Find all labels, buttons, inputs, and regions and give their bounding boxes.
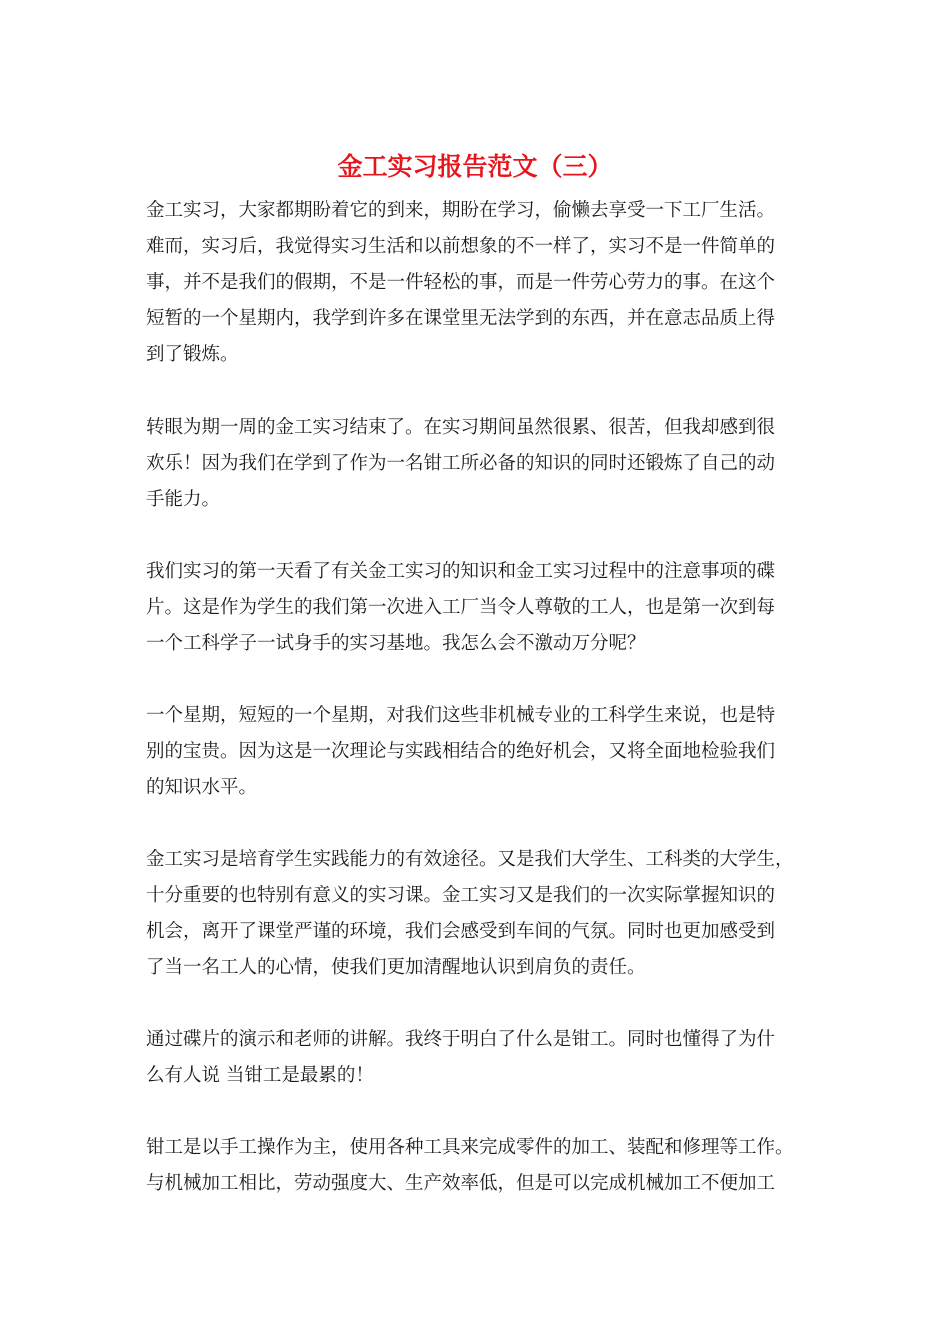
text-line: 欢乐！因为我们在学到了作为一名钳工所必备的知识的同时还锻炼了自己的动 xyxy=(146,453,776,474)
text-line: 十分重要的也特别有意义的实习课。金工实习又是我们的一次实际掌握知识的 xyxy=(146,885,776,906)
text-line: 与机械加工相比，劳动强度大、生产效率低，但是可以完成机械加工不便加工 xyxy=(146,1173,776,1194)
text-line: 转眼为期一周的金工实习结束了。在实习期间虽然很累、很苦，但我却感到很 xyxy=(146,417,776,438)
text-line: 片。这是作为学生的我们第一次进入工厂当令人尊敬的工人，也是第一次到每 xyxy=(146,597,776,618)
text-line: 到了锻炼。 xyxy=(146,344,239,365)
text-line: 我们实习的第一天看了有关金工实习的知识和金工实习过程中的注意事项的碟 xyxy=(146,561,776,582)
text-line: 机会，离开了课堂严谨的环境，我们会感受到车间的气氛。同时也更加感受到 xyxy=(146,921,776,942)
text-line: 么有人说 当钳工是最累的！ xyxy=(146,1065,374,1086)
text-line: 通过碟片的演示和老师的讲解。我终于明白了什么是钳工。同时也懂得了为什 xyxy=(146,1029,776,1050)
text-line: 金工实习，大家都期盼着它的到来，期盼在学习，偷懒去享受一下工厂生活。 xyxy=(146,200,776,221)
text-line: 别的宝贵。因为这是一次理论与实践相结合的绝好机会，又将全面地检验我们 xyxy=(146,741,776,762)
text-line: 一个工科学子一试身手的实习基地。我怎么会不激动万分呢？ xyxy=(146,633,646,654)
text-line: 手能力。 xyxy=(146,489,221,510)
text-line: 短暂的一个星期内，我学到许多在课堂里无法学到的东西，并在意志品质上得 xyxy=(146,308,776,329)
text-line: 金工实习是培育学生实践能力的有效途径。又是我们大学生、工科类的大学生， xyxy=(146,849,794,870)
text-line: 事，并不是我们的假期，不是一件轻松的事，而是一件劳心劳力的事。在这个 xyxy=(146,272,776,293)
text-line: 钳工是以手工操作为主，使用各种工具来完成零件的加工、装配和修理等工作。 xyxy=(146,1137,794,1158)
text-line: 的知识水平。 xyxy=(146,777,258,798)
text-line: 难而，实习后，我觉得实习生活和以前想象的不一样了，实习不是一件简单的 xyxy=(146,236,776,257)
text-line: 一个星期，短短的一个星期，对我们这些非机械专业的工科学生来说，也是特 xyxy=(146,705,776,726)
document-title: 金工实习报告范文（三） xyxy=(337,152,613,181)
text-line: 了当一名工人的心情，使我们更加清醒地认识到肩负的责任。 xyxy=(146,957,646,978)
